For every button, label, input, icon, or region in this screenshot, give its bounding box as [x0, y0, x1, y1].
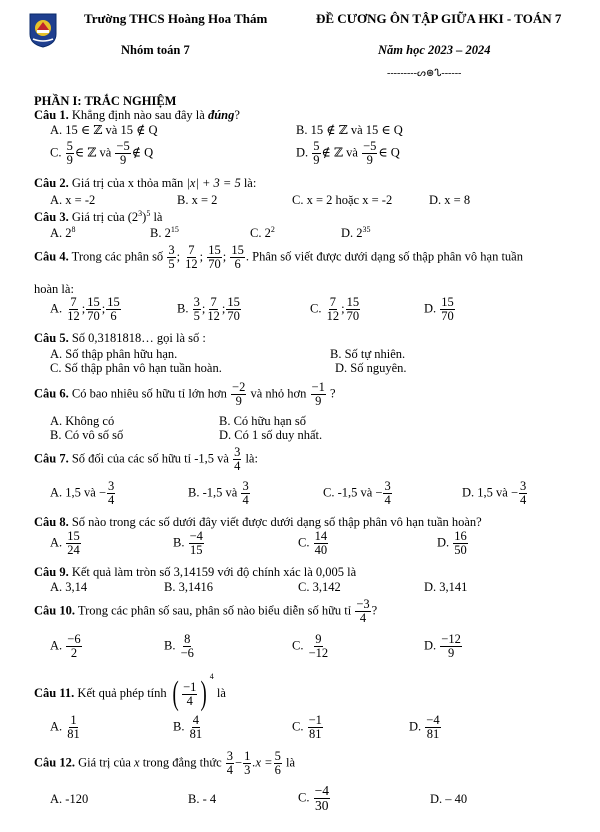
question-3: Câu 3. Giá trị của $(2^3)^5$ là — [34, 209, 163, 224]
q11-option-b[interactable]: B. $\frac{4}{81}$ — [173, 713, 203, 742]
school-logo-icon — [28, 12, 58, 48]
q7-option-d[interactable]: D. 1,5 và − $\frac{3}{4}$ — [462, 479, 527, 508]
q6-option-a[interactable]: A. Không có — [50, 414, 115, 428]
q11-option-a[interactable]: A. $\frac{1}{81}$ — [50, 713, 80, 742]
question-10: Câu 10. Trong các phân số sau, phân số nào biểu diễn số hữu tỉ $\frac{-3}{4}$ ? — [34, 597, 378, 626]
q4-option-a[interactable]: A. $\frac{7}{12}$ ; $\frac{15}{70}$ ; $\frac{15}{6}$ — [50, 295, 120, 324]
q10-option-c[interactable]: C. $\frac{9}{-12}$ — [292, 632, 329, 661]
q2-option-d[interactable]: D. x = 8 — [429, 193, 471, 207]
q12-option-b[interactable]: B. - 4 — [188, 792, 217, 806]
q12-option-a[interactable]: A. -120 — [50, 792, 89, 806]
question-4-cont: hoàn là: — [34, 282, 74, 296]
q5-option-a[interactable]: A. Số thập phân hữu hạn. — [50, 347, 178, 361]
q8-option-a[interactable]: A. $\frac{15}{24}$ — [50, 529, 80, 558]
q12-option-c[interactable]: C. $\frac{-4}{30}$ — [298, 783, 329, 814]
q6-option-d[interactable]: D. Có 1 số duy nhất. — [219, 428, 323, 442]
doc-title: ĐỀ CƯƠNG ÔN TẬP GIỮA HKI - TOÁN 7 — [316, 11, 562, 26]
school-name: Trường THCS Hoàng Hoa Thám — [84, 11, 268, 26]
question-1: Câu 1. Khẳng định nào sau đây là đúng? — [34, 108, 240, 122]
q9-option-d[interactable]: D. 3,141 — [424, 580, 468, 594]
q7-option-b[interactable]: B. -1,5 và $\frac{3}{4}$ — [188, 479, 249, 508]
q10-option-d[interactable]: D. $\frac{-12}{9}$ — [424, 632, 461, 661]
q10-option-b[interactable]: B. $\frac{8}{-6}$ — [164, 632, 194, 661]
q1-option-a[interactable]: A. 15 ∈ ℤ và 15 ∉ Q — [50, 123, 158, 137]
question-11: Câu 11. Kết quả phép tính ( $\frac{-1}{4}$ ) $^4$ là — [34, 672, 226, 713]
q6-option-b[interactable]: B. Có hữu hạn số — [219, 414, 306, 428]
q11-option-d[interactable]: D. $\frac{-4}{81}$ — [409, 713, 440, 742]
q4-option-b[interactable]: B. $\frac{3}{5}$ ; $\frac{7}{12}$ ; $\frac{15}{70}$ — [177, 295, 240, 324]
q1-option-b[interactable]: B. 15 ∉ ℤ và 15 ∈ Q — [296, 123, 403, 137]
q11-option-c[interactable]: C. $\frac{-1}{81}$ — [292, 713, 322, 742]
q10-option-a[interactable]: A. $\frac{-6}{2}$ — [50, 632, 81, 661]
question-12: Câu 12. Giá trị của x trong đẳng thức $\frac{3}{4}$ − $\frac{1}{3}$ .x = $\frac{5}{6}$ là — [34, 749, 295, 778]
q3-option-a[interactable]: A. $2^8$ — [50, 225, 76, 240]
q7-option-c[interactable]: C. -1,5 và − $\frac{3}{4}$ — [323, 479, 391, 508]
q2-option-c[interactable]: C. x = 2 hoặc x = -2 — [292, 193, 393, 207]
q2-option-a[interactable]: A. x = -2 — [50, 193, 96, 207]
q9-option-a[interactable]: A. 3,14 — [50, 580, 88, 594]
school-year: Năm học 2023 – 2024 — [378, 43, 491, 57]
q3-option-d[interactable]: D. $2^{35}$ — [341, 225, 371, 240]
question-5: Câu 5. Số 0,3181818… gọi là số : — [34, 331, 206, 345]
q6-option-c[interactable]: B. Có vô số số — [50, 428, 124, 442]
q9-option-b[interactable]: B. 3,1416 — [164, 580, 213, 594]
question-9: Câu 9. Kết quả làm tròn số 3,14159 với độ chính xác là 0,005 là — [34, 565, 357, 579]
q12-option-d[interactable]: D. – 40 — [430, 792, 468, 806]
q8-option-d[interactable]: D. $\frac{16}{50}$ — [437, 529, 467, 558]
q5-option-b[interactable]: B. Số tự nhiên. — [330, 347, 406, 361]
q9-option-c[interactable]: C. 3,142 — [298, 580, 341, 594]
question-2: Câu 2. Giá trị của x thỏa mãn |x| + 3 = 5 là: — [34, 176, 257, 190]
q2-option-b[interactable]: B. x = 2 — [177, 193, 218, 207]
q1-option-c[interactable]: C. $\frac{5}{9}$ ∈ ℤ và $\frac{-5}{9}$ ∉ Q — [50, 139, 154, 168]
header-divider: ---------ᔕ⊛ᔐ------ — [387, 68, 462, 79]
q3-option-b[interactable]: B. $2^{15}$ — [150, 225, 179, 240]
question-8: Câu 8. Số nào trong các số dưới đây viết được dưới dạng số thập phân vô hạn tuần hoàn? — [34, 515, 482, 529]
q4-option-d[interactable]: D. $\frac{15}{70}$ — [424, 295, 454, 324]
q5-option-c[interactable]: C. Số thập phân vô hạn tuần hoàn. — [50, 361, 222, 375]
q5-option-d[interactable]: D. Số nguyên. — [335, 361, 407, 375]
q8-option-c[interactable]: C. $\frac{14}{40}$ — [298, 529, 328, 558]
question-6: Câu 6. Có bao nhiêu số hữu tỉ lớn hơn $\frac{-2}{9}$ và nhỏ hơn $\frac{-1}{9}$ ? — [34, 380, 336, 409]
q1-option-d[interactable]: D. $\frac{5}{9}$ ∉ ℤ và $\frac{-5}{9}$ ∈ Q — [296, 139, 400, 168]
group-name: Nhóm toán 7 — [121, 43, 190, 57]
q7-option-a[interactable]: A. 1,5 và − $\frac{3}{4}$ — [50, 479, 115, 508]
q4-option-c[interactable]: C. $\frac{7}{12}$ ; $\frac{15}{70}$ — [310, 295, 360, 324]
question-7: Câu 7. Số đối của các số hữu tỉ -1,5 và $\frac{3}{4}$ là: — [34, 445, 258, 474]
question-4: Câu 4. Trong các phân số $\frac{3}{5}$ ; $\frac{7}{12}$ ; $\frac{15}{70}$ ; $\frac{15}{6}$ . Phân số viết được dưới dạng số thập phân vô hạn tuần — [34, 243, 523, 272]
q8-option-b[interactable]: B. $\frac{-4}{15}$ — [173, 529, 203, 558]
part-title: PHẦN I: TRẮC NGHIỆM — [34, 94, 177, 108]
q3-option-c[interactable]: C. $2^2$ — [250, 225, 275, 240]
